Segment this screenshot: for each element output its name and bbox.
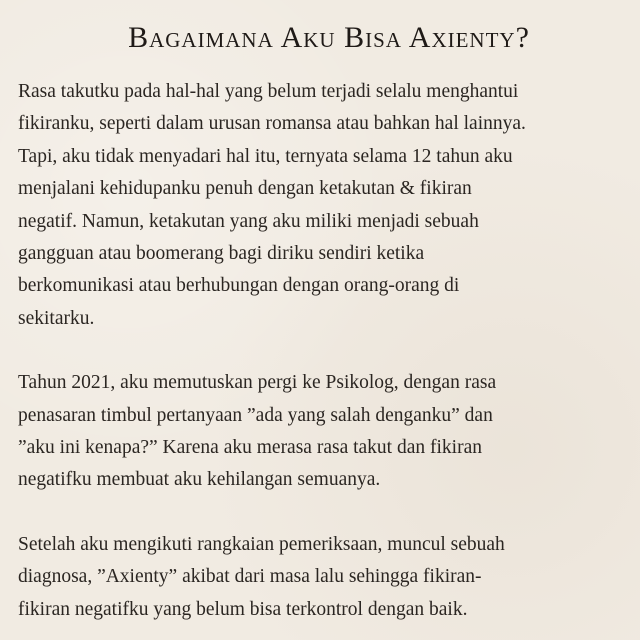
text-line: sekitarku.	[18, 307, 95, 329]
text-line: negatif. Namun, ketakutan yang aku miliki menjadi sebuah	[18, 210, 479, 232]
text-line: berkomunikasi atau berhubungan dengan orang-orang di	[18, 275, 460, 297]
text-line: Rasa takutku pada hal-hal yang belum terjadi selalu menghantui	[18, 81, 519, 102]
article-body	[18, 76, 626, 626]
text-line: menjalani kehidupanku penuh dengan ketakutan & fikiran	[18, 178, 472, 200]
text-line: fikiran negatifku yang belum bisa terkontrol dengan baik.	[18, 598, 468, 620]
paragraph-3	[18, 529, 626, 626]
paragraph-2	[18, 367, 626, 497]
text-line: negatifku membuat aku kehilangan semuanya.	[18, 469, 381, 491]
text-line: Tahun 2021, aku memutuskan pergi ke Psikolog, dengan rasa	[18, 372, 497, 394]
text-line: Setelah aku mengikuti rangkaian pemeriksaan, muncul sebuah	[18, 533, 505, 555]
paragraph-gap	[18, 335, 626, 367]
text-line: Tapi, aku tidak menyadari hal itu, ternyata selama 12 tahun aku	[18, 145, 513, 167]
text-line: gangguan atau boomerang bagi diriku sendiri ketika	[18, 243, 425, 265]
text-line: diagnosa, ”Axienty” akibat dari masa lalu sehingga fikiran-	[18, 566, 482, 588]
text-line: ”aku ini kenapa?” Karena aku merasa rasa takut dan fikiran	[18, 437, 482, 459]
paragraph-gap	[18, 497, 626, 529]
text-line: fikiranku, seperti dalam urusan romansa atau bahkan hal lainnya.	[18, 113, 526, 135]
page-title: Bagaimana Aku Bisa Axienty?	[128, 21, 530, 54]
text-line: penasaran timbul pertanyaan ”ada yang salah denganku” dan	[18, 404, 493, 426]
paragraph-1	[18, 76, 626, 335]
